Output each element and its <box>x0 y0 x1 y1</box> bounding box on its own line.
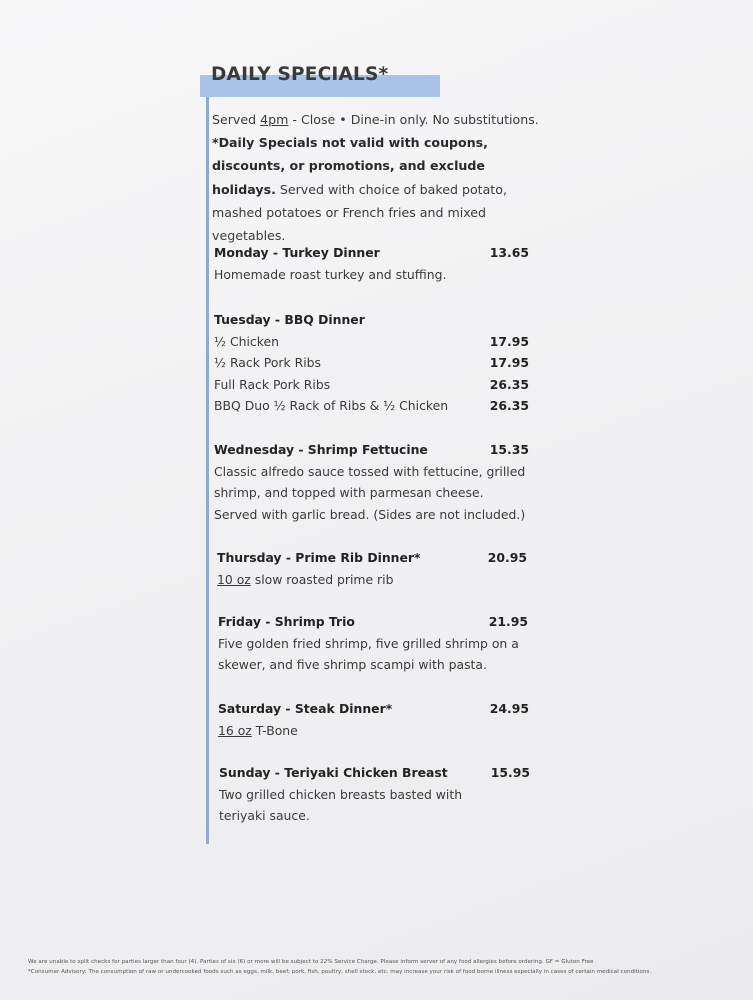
bbq-item-price: 17.95 <box>489 333 529 349</box>
bbq-item-price: 17.95 <box>489 355 529 371</box>
bbq-item: Full Rack Pork Ribs <box>214 376 331 392</box>
special-desc: Classic alfredo sauce tossed with fettucine, grilled shrimp, and topped with parmesan cheese. Served with garlic bread. (Sides are not included.) <box>214 463 526 523</box>
bbq-item-price: 26.35 <box>489 376 529 392</box>
special-desc: Two grilled chicken breasts basted with teriyaki sauce. <box>219 786 463 824</box>
special-desc-text: slow roasted prime rib <box>250 571 394 587</box>
special-friday <box>218 611 528 676</box>
special-name: Thursday - Prime Rib Dinner* <box>217 550 421 565</box>
bbq-item: ½ Rack Pork Ribs <box>214 355 321 371</box>
portion-size: 16 oz <box>218 722 252 738</box>
footer-line-1: We are unable to split checks for parties larger than four (4). Parties of six (6) or more will be subject to 22% Service Charge. Please inform server of any food allergies before ordering. GF = Gluten Free <box>28 959 594 965</box>
special-price: 20.95 <box>487 550 527 565</box>
special-desc <box>218 720 529 742</box>
special-price: 15.35 <box>489 442 529 457</box>
special-name: Tuesday - BBQ Dinner <box>214 312 365 327</box>
footer-line-2: *Consumer Advisory: The consumption of raw or undercooked foods such as eggs, milk, beef, pork, fish, poultry, shell stock, etc. may increase your risk of food borne illness especially in cases of certain medical conditions. <box>28 969 652 975</box>
special-desc <box>217 569 527 591</box>
special-name: Sunday - Teriyaki Chicken Breast <box>219 765 448 780</box>
bbq-item: BBQ Duo ½ Rack of Ribs & ½ Chicken <box>214 398 449 414</box>
special-thursday <box>217 547 527 590</box>
special-desc: Homemade roast turkey and stuffing. <box>214 266 447 282</box>
special-price: 21.95 <box>488 614 528 629</box>
special-name: Saturday - Steak Dinner* <box>218 701 393 716</box>
special-desc-text: T-Bone <box>251 722 298 738</box>
special-name: Monday - Turkey Dinner <box>214 245 380 260</box>
special-price: 15.95 <box>490 765 530 780</box>
footer-disclaimer <box>28 957 728 977</box>
special-wednesday <box>214 439 529 526</box>
coupon-note: *Daily Specials not valid with coupons, discounts, or promotions, and exclude holidays. <box>212 135 488 197</box>
bbq-item: ½ Chicken <box>214 333 279 349</box>
served-post: - Close • Dine-in only. No substitutions. <box>288 112 539 127</box>
portion-size: 10 oz <box>217 571 251 587</box>
served-pre: Served <box>212 112 261 127</box>
page-title: DAILY SPECIALS* <box>211 64 389 85</box>
special-price: 24.95 <box>489 701 529 716</box>
bbq-item-price: 26.35 <box>489 398 529 414</box>
special-monday <box>214 242 529 285</box>
special-name: Friday - Shrimp Trio <box>218 614 355 629</box>
special-sunday <box>219 762 530 827</box>
special-tuesday <box>214 309 529 417</box>
served-time: 4pm <box>260 112 289 127</box>
special-name: Wednesday - Shrimp Fettucine <box>214 442 428 457</box>
special-price: 13.65 <box>489 245 529 260</box>
intro-text <box>212 108 542 247</box>
left-accent-rule <box>206 96 209 844</box>
sides-note: Served with choice of baked potato, mashed potatoes or French fries and mixed vegetables. <box>212 181 507 244</box>
special-desc: Five golden fried shrimp, five grilled shrimp on a skewer, and five shrimp scampi with pasta. <box>218 635 519 673</box>
special-saturday <box>218 698 529 741</box>
